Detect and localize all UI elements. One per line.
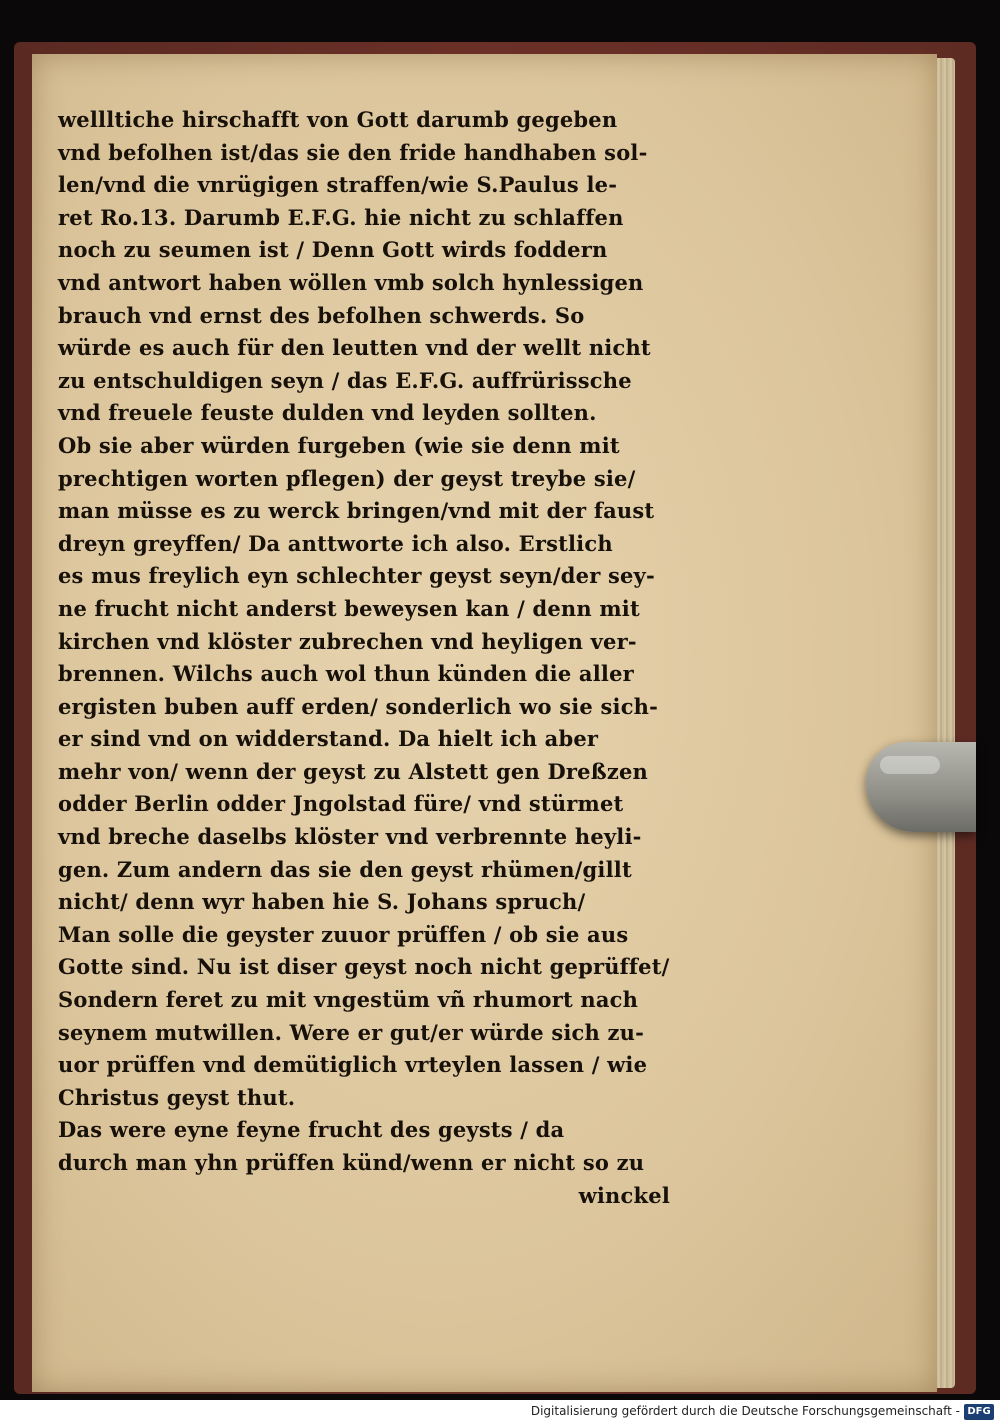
text-line: seynem mutwillen. Were er gut/er würde sich zu- xyxy=(58,1019,644,1045)
text-line: würde es auch für den leutten vnd der wellt nicht xyxy=(58,335,651,361)
text-line: wellltiche hirschafft von Gott darumb gegeben xyxy=(58,107,618,132)
text-line: durch man yhn prüffen künd/wenn er nicht so zu xyxy=(58,1150,645,1175)
bookmark-clip xyxy=(866,742,976,832)
text-line: uor prüffen vnd demütiglich vrteylen lassen / wie xyxy=(58,1052,648,1078)
text-line: vnd breche daselbs klöster vnd verbrennte heyli- xyxy=(58,824,642,850)
text-line: brennen. Wilchs auch wol thun künden die aller xyxy=(58,661,634,687)
text-line: odder Berlin odder Jngolstad füre/ vnd stürmet xyxy=(58,791,624,817)
text-line: dreyn greyffen/ Da anttworte ich also. Erstlich xyxy=(58,530,613,556)
footer-bar xyxy=(0,1400,1000,1425)
text-line: vnd befolhen ist/das sie den fride handhaben sol- xyxy=(58,139,648,165)
text-line: nicht/ denn wyr haben hie S. Johans spruch/ xyxy=(58,889,586,915)
text-line: gen. Zum andern das sie den geyst rhümen/gillt xyxy=(58,856,632,882)
page-text xyxy=(58,104,678,1212)
text-line: Man solle die geyster zuuor prüffen / ob sie aus xyxy=(58,921,629,947)
text-line: vnd antwort haben wöllen vmb solch hynlessigen xyxy=(58,269,644,295)
catchword: winckel xyxy=(578,1182,670,1208)
text-line: Gotte sind. Nu ist diser geyst noch nicht geprüffet/ xyxy=(58,954,670,980)
text-line: man müsse es zu werck bringen/vnd mit der faust xyxy=(58,498,655,524)
text-line: noch zu seumen ist / Denn Gott wirds foddern xyxy=(58,237,608,263)
dfg-logo-icon[interactable]: DFG xyxy=(964,1404,994,1420)
text-line: len/vnd die vnrügigen straffen/wie S.Paulus le- xyxy=(58,172,618,198)
text-line: vnd freuele feuste dulden vnd leyden sollten. xyxy=(58,400,597,426)
text-line: Ob sie aber würden furgeben (wie sie denn mit xyxy=(58,432,620,458)
text-line: Christus geyst thut. xyxy=(58,1084,296,1110)
text-line: es mus freylich eyn schlechter geyst seyn/der sey- xyxy=(58,563,655,589)
text-line: prechtigen worten pflegen) der geyst treybe sie/ xyxy=(58,465,636,491)
text-line: brauch vnd ernst des befolhen schwerds. So xyxy=(58,302,585,328)
text-line: Sondern feret zu mit vngestüm vñ rhumort nach xyxy=(58,987,639,1013)
text-line: Das were eyne feyne frucht des geysts / da xyxy=(58,1117,565,1143)
text-line: zu entschuldigen seyn / das E.F.G. auffrürissche xyxy=(58,367,632,393)
footer-credit: Digitalisierung gefördert durch die Deutsche Forschungsgemeinschaft - xyxy=(530,1404,960,1418)
text-line: mehr von/ wenn der geyst zu Alstett gen Dreßzen xyxy=(58,758,649,784)
text-line: ergisten buben auff erden/ sonderlich wo sie sich- xyxy=(58,693,659,719)
text-line: ne frucht nicht anderst beweysen kan / denn mit xyxy=(58,595,640,621)
text-line: kirchen vnd klöster zubrechen vnd heyligen ver- xyxy=(58,628,637,654)
text-line: er sind vnd on widderstand. Da hielt ich aber xyxy=(58,726,599,752)
text-line: ret Ro.13. Darumb E.F.G. hie nicht zu schlaffen xyxy=(58,204,624,230)
